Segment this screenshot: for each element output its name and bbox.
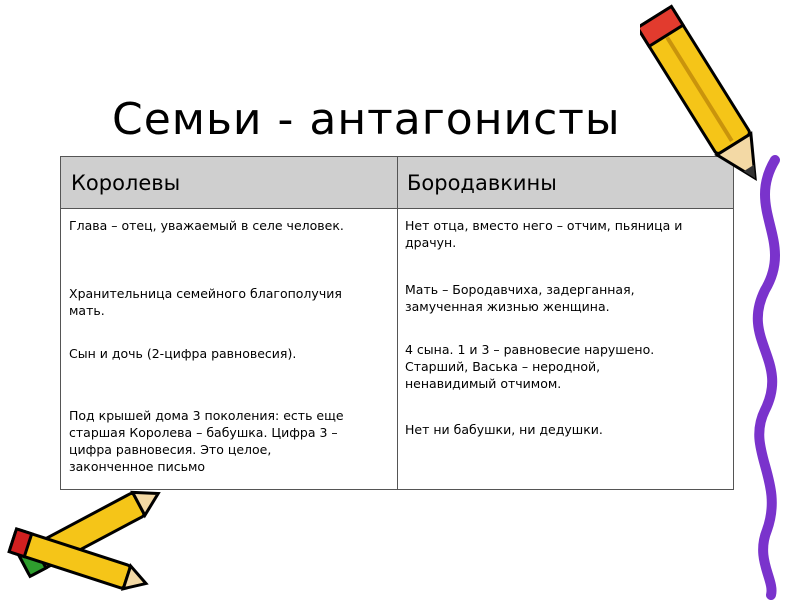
pencil-icon bbox=[0, 480, 180, 600]
borodavkiny-item: 4 сына. 1 и 3 – равновесие нарушено. Старший, Васька – неродной, ненавидимый отчимом. bbox=[405, 342, 655, 391]
column-divider bbox=[397, 157, 398, 489]
korolevy-item: Сын и дочь (2-цифра равновесия). bbox=[69, 346, 297, 361]
korolevy-item: Хранительница семейного благополучия мать. bbox=[69, 286, 342, 318]
borodavkiny-item: Нет ни бабушки, ни дедушки. bbox=[405, 422, 603, 437]
slide-title: Семьи - антагонисты bbox=[112, 94, 621, 145]
korolevy-item: Под крышей дома 3 поколения: есть еще старшая Королева – бабушка. Цифра 3 – цифра равновесия. Это целое, законченное письмо bbox=[69, 408, 344, 474]
header-korolevy: Королевы bbox=[71, 171, 181, 195]
comparison-table bbox=[60, 156, 734, 490]
squiggle-icon bbox=[735, 150, 800, 600]
borodavkiny-item: Мать – Бородавчиха, задерганная, замученная жизнью женщина. bbox=[405, 282, 635, 314]
korolevy-item: Глава – отец, уважаемый в селе человек. bbox=[69, 218, 344, 233]
header-borodavkiny: Бородавкины bbox=[407, 171, 557, 195]
borodavkiny-item: Нет отца, вместо него – отчим, пьяница и драчун. bbox=[405, 218, 683, 250]
